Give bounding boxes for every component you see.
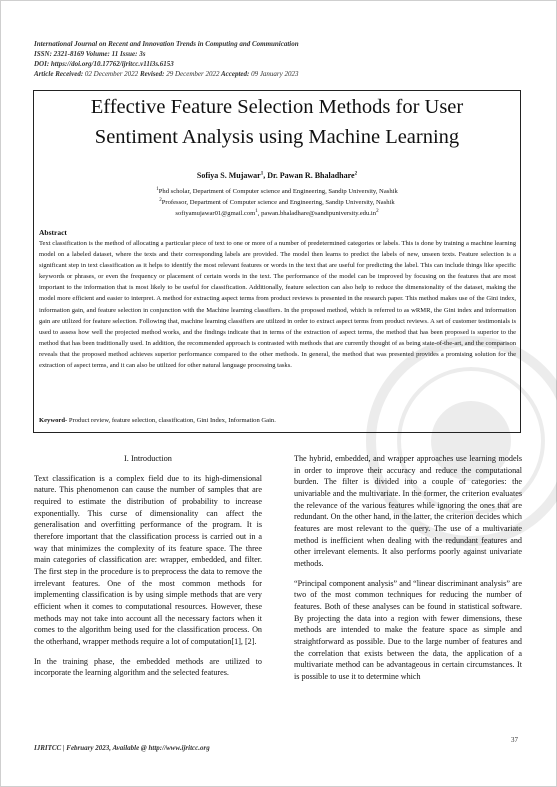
page-number: 37 — [511, 736, 518, 744]
author-2: Dr. Pawan R. Bhaladhare — [267, 171, 355, 180]
journal-name: International Journal on Recent and Innovation Trends in Computing and Communication — [34, 40, 299, 48]
keywords-line — [39, 417, 276, 424]
email-1[interactable]: sofiyamujawar01@gmail.com — [175, 210, 256, 218]
affiliation-2-sup: 2 — [159, 198, 162, 203]
page-footer: IJRITCC | February 2023, Available @ http://www.ijritcc.org — [34, 744, 210, 752]
keywords-label: Keyword- — [39, 417, 68, 424]
journal-issn: ISSN: 2321-8169 Volume: 11 Issue: 3s — [34, 50, 146, 58]
intro-paragraph-3: The hybrid, embedded, and wrapper approaches use learning models in order to improve their accuracy and reduce the computational burden. The filter is divided into a couple of categories: the univariable and the multivariate. In the former, the criterion evaluates the relevance of the various features while ignoring the ones that are redundant. On the other hand, in the latter, the criterion decides which features are most relevant to the query. The use of a multivariate method is inefficient when dealing with the redundant features and other irrelevant elements. It also performs poorly against univariate methods. — [294, 454, 522, 568]
right-column — [294, 453, 522, 690]
intro-paragraph-2: In the training phase, the embedded methods are utilized to incorporate the learning algorithm and the selected features. — [34, 656, 262, 678]
received-date: 02 December 2022 — [84, 70, 139, 78]
author-2-sup: 2 — [354, 171, 358, 177]
affiliation-1-text: Phd scholar, Department of Computer science and Engineering, Sandip University, Nashik — [158, 188, 398, 196]
paper-title — [34, 92, 520, 152]
received-label: Article Received: — [34, 70, 84, 78]
revised-date: 29 December 2022 — [166, 70, 220, 78]
journal-doi: DOI: https://doi.org/10.17762/ijritcc.v11i3s.6153 — [34, 60, 174, 68]
article-dates — [34, 69, 299, 79]
author-list — [34, 171, 520, 180]
title-line-2: Sentiment Analysis using Machine Learning — [94, 126, 460, 148]
affiliation-2-text: Professor, Department of Computer science and Engineering, Sandip University, Nashik — [161, 199, 395, 207]
affiliation-1-sup: 1 — [156, 187, 159, 192]
left-column — [34, 453, 262, 687]
abstract-heading: Abstract — [39, 228, 67, 237]
journal-header — [34, 39, 299, 79]
author-1-sup: 1 — [260, 171, 264, 177]
author-emails — [34, 207, 520, 219]
email-1-sup: 1 — [255, 209, 258, 214]
intro-paragraph-1: Text classification is a complex field due to its high-dimensional nature. This phenomenon can cause the number of samples that are required to estimate the distribution of probability to increase exponentially. This curse of dimensionality can affect the generalisation and overfitting performance of the program. It is therefore important that the classification process is carried out in a way that minimizes the complexity of its feature space. The three main categories of classification are: wrapper, embedded, and filter. The first step in the procedure is to preprocess the data to remove the irrelevant features. One of the most common methods for implementing classification is by using simple methods that are very efficient when it comes to computational resources. However, these methods may not take into account all the necessary factors when it comes to the algorithm being used for the classification process. On the otherhand, wrapper methods require a lot of computation[1], [2]. — [34, 473, 262, 646]
accepted-label: Accepted: — [220, 70, 250, 78]
author-1: Sofiya S. Mujawar — [196, 171, 261, 180]
accepted-date: 09 January 2023 — [251, 70, 299, 78]
email-2[interactable]: , pawan.bhaladhare@sandipuniversity.edu.in — [257, 210, 377, 218]
title-abstract-box — [33, 90, 521, 433]
revised-label: Revised: — [139, 70, 165, 78]
section-heading-introduction: I. Introduction — [124, 454, 172, 463]
author-sep: , — [263, 171, 268, 180]
intro-paragraph-4: “Principal component analysis” and “linear discriminant analysis” are two of the most common techniques for reducing the number of features. Both of these analyses can be found in statistical software. By projecting the data into a region with fewer dimensions, these methods are intended to make the feature space as simple and straightforward as possible. Due to the large number of features and the correlation that exists between the data, the application of a multivariate method can be advantageous in certain circumstances. It is possible to use it to determine which — [294, 578, 522, 681]
email-2-sup: 2 — [376, 209, 379, 214]
abstract-text: Text classification is the method of allocating a particular piece of text to one or more of a number of predetermined categories or labels. This is done by training a machine learning model on a labeled dataset, where the texts and their corresponding labels are provided. The model then learns to predict the labels of new, unseen texts. Feature selection is a significant step in text classification as it helps to identify the most relevant features or words in the text that are useful for predicting the label. This can include things like specific keywords or phrases, or even the frequency or placement of certain words in the text. The performance of the model can be improved by focusing on the features that are most important to the information that is most likely to be useful for classification. Additionally, feature selection can also help to reduce the dimensionality of the dataset, making the model more efficient and easier to interpret. A method for extracting aspect terms from product reviews is presented in the research paper. This method makes use of the Gini index, information gain, and feature selection in conjunction with the Machine learning classifiers. In the proposed method, which is referred to as wRMR, the Gini index and information gain are utilized for feature selection. Following that, machine learning classifiers are utilized in order to extract aspect terms from product reviews. A set of customer testimonials is used to assess how well the projected method works, and the findings indicate that in terms of the extraction of aspect terms, the method that has been proposed is superior to the method that has been traditionally used. In addition, the recommended approach is contrasted with methods that are currently thought of as being state-of-the-art, and the comparison reveals that the proposed method achieves superior performance compared to the other methods. In general, the method that was presented provides a promising solution for the extraction of aspect terms, and it can also be utilized for other natural language processing tasks. — [39, 240, 516, 370]
keywords-text: Product review, feature selection, classification, Gini Index, Information Gain. — [68, 417, 276, 424]
title-line-1: Effective Feature Selection Methods for User — [90, 96, 464, 118]
